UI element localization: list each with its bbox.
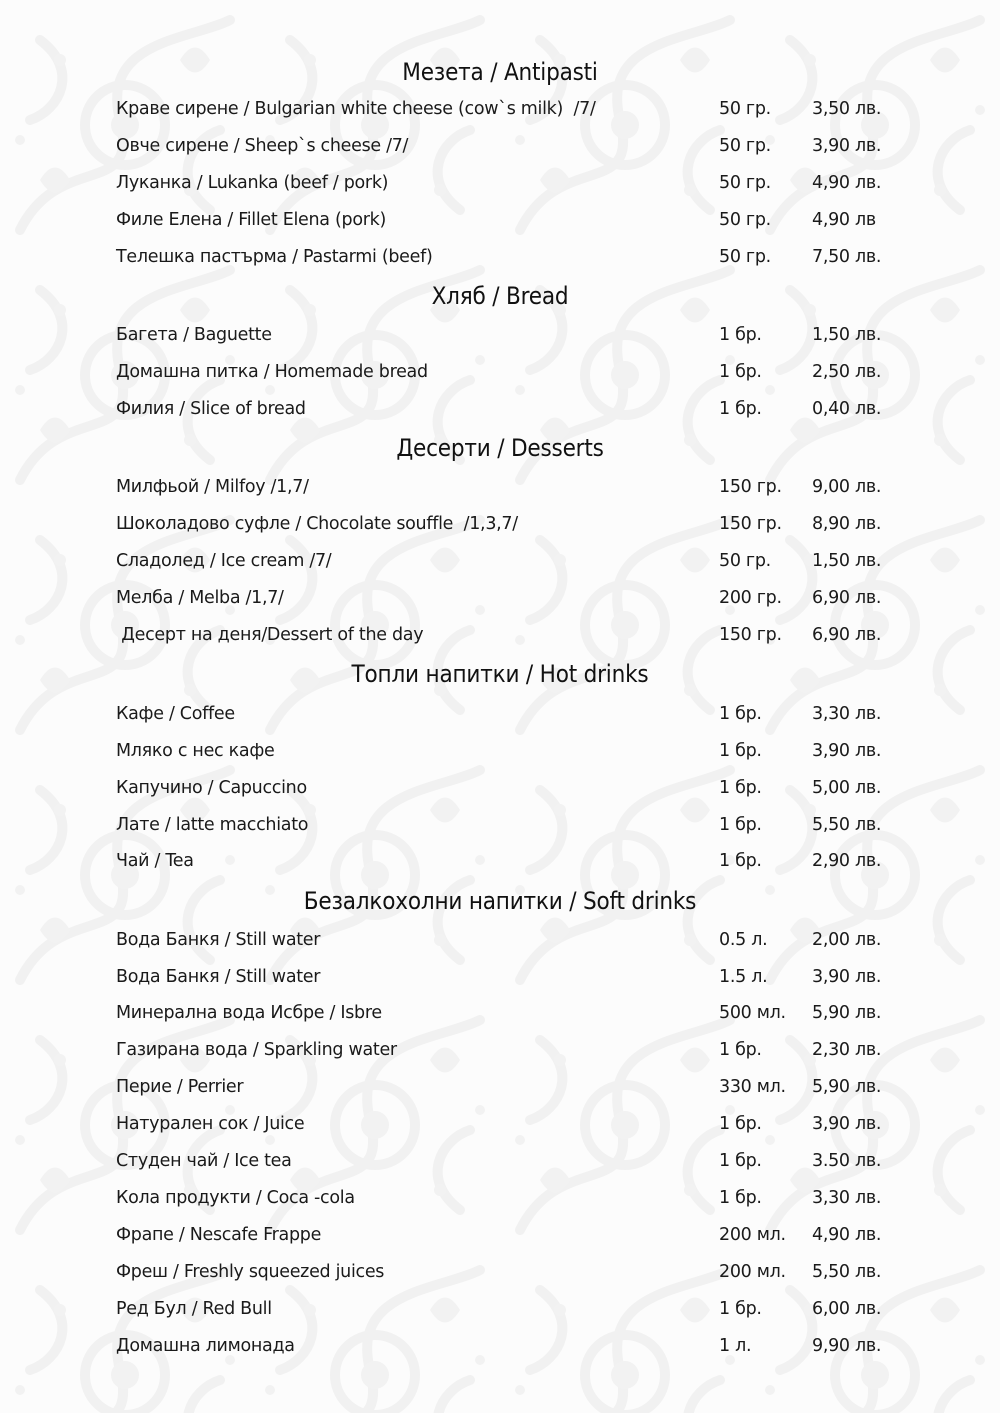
item-price: 3,90 лв. — [812, 741, 882, 761]
item-price: 9,00 лв. — [812, 477, 882, 497]
section-title: Хляб / Bread — [431, 282, 569, 310]
item-name: Капучино / Capuccino — [116, 778, 307, 798]
item-price: 4,90 лв — [812, 210, 876, 230]
item-quantity: 1.5 л. — [719, 967, 768, 987]
item-quantity: 1 бр. — [719, 1151, 762, 1171]
item-name: Милфьой / Milfoy /1,7/ — [116, 477, 309, 497]
menu-item — [0, 1220, 1000, 1250]
item-price: 5,00 лв. — [812, 778, 882, 798]
menu-item — [0, 546, 1000, 576]
item-name: Шоколадово суфле / Chocolate souffle /1,3,7/ — [116, 514, 518, 534]
item-quantity: 500 мл. — [719, 1003, 786, 1023]
menu-item — [0, 1294, 1000, 1324]
item-quantity: 50 гр. — [719, 136, 771, 156]
item-price: 6,90 лв. — [812, 625, 882, 645]
menu-item — [0, 509, 1000, 539]
menu-item — [0, 357, 1000, 387]
item-name: Студен чай / Ice tea — [116, 1151, 292, 1171]
item-price: 1,50 лв. — [812, 551, 882, 571]
item-quantity: 150 гр. — [719, 625, 782, 645]
item-quantity: 50 гр. — [719, 99, 771, 119]
item-name: Минерална вода Исбре / Isbre — [116, 1003, 382, 1023]
item-price: 3,90 лв. — [812, 1114, 882, 1134]
item-price: 5,90 лв. — [812, 1077, 882, 1097]
item-quantity: 330 мл. — [719, 1077, 786, 1097]
item-name: Овче сирене / Sheep`s cheese /7/ — [116, 136, 409, 156]
menu-item — [0, 620, 1000, 650]
item-quantity: 1 бр. — [719, 1040, 762, 1060]
item-name: Вода Банкя / Still water — [116, 967, 321, 987]
item-price: 5,90 лв. — [812, 1003, 882, 1023]
item-quantity: 50 гр. — [719, 173, 771, 193]
item-price: 2,50 лв. — [812, 362, 882, 382]
item-quantity: 1 бр. — [719, 362, 762, 382]
item-quantity: 200 мл. — [719, 1262, 786, 1282]
item-price: 3,30 лв. — [812, 1188, 882, 1208]
item-quantity: 0.5 л. — [719, 930, 768, 950]
item-name: Фреш / Freshly squeezed juices — [116, 1262, 385, 1282]
item-quantity: 200 мл. — [719, 1225, 786, 1245]
item-price: 4,90 лв. — [812, 173, 882, 193]
item-quantity: 1 бр. — [719, 851, 762, 871]
item-price: 8,90 лв. — [812, 514, 882, 534]
menu-item — [0, 242, 1000, 272]
item-price: 1,50 лв. — [812, 325, 882, 345]
menu-item — [0, 1146, 1000, 1176]
menu-item — [0, 736, 1000, 766]
item-name: Вода Банкя / Still water — [116, 930, 321, 950]
item-quantity: 1 бр. — [719, 741, 762, 761]
menu-item — [0, 846, 1000, 876]
menu-item — [0, 1257, 1000, 1287]
item-price: 5,50 лв. — [812, 815, 882, 835]
item-price: 3.50 лв. — [812, 1151, 882, 1171]
section-title: Безалкохолни напитки / Soft drinks — [303, 887, 697, 915]
section-title: Мезета / Antipasti — [402, 58, 598, 86]
menu-item — [0, 94, 1000, 124]
item-name: Фрапе / Nescafe Frappe — [116, 1225, 322, 1245]
menu-item — [0, 168, 1000, 198]
item-quantity: 1 бр. — [719, 815, 762, 835]
menu-item — [0, 394, 1000, 424]
item-name: Телешка пастърма / Pastarmi (beef) — [116, 247, 433, 267]
item-price: 6,00 лв. — [812, 1299, 882, 1319]
item-quantity: 1 бр. — [719, 704, 762, 724]
menu-item — [0, 962, 1000, 992]
item-price: 6,90 лв. — [812, 588, 882, 608]
item-name: Лате / latte macchiato — [116, 815, 309, 835]
item-quantity: 50 гр. — [719, 210, 771, 230]
item-quantity: 200 гр. — [719, 588, 782, 608]
section-title: Топли напитки / Hot drinks — [351, 660, 649, 688]
item-name: Филе Елена / Fillet Elena (pork) — [116, 210, 386, 230]
item-name: Мляко с нес кафе — [116, 741, 275, 761]
menu-item — [0, 1072, 1000, 1102]
item-price: 2,90 лв. — [812, 851, 882, 871]
item-name: Сладолед / Ice cream /7/ — [116, 551, 332, 571]
item-price: 5,50 лв. — [812, 1262, 882, 1282]
item-quantity: 150 гр. — [719, 514, 782, 534]
item-quantity: 1 бр. — [719, 1114, 762, 1134]
item-price: 9,90 лв. — [812, 1336, 882, 1356]
item-quantity: 150 гр. — [719, 477, 782, 497]
item-name: Натурален сок / Juice — [116, 1114, 305, 1134]
item-quantity: 1 бр. — [719, 1299, 762, 1319]
item-name: Перие / Perrier — [116, 1077, 244, 1097]
item-price: 2,30 лв. — [812, 1040, 882, 1060]
item-name: Кафе / Coffee — [116, 704, 235, 724]
item-quantity: 1 бр. — [719, 399, 762, 419]
item-price: 2,00 лв. — [812, 930, 882, 950]
item-price: 0,40 лв. — [812, 399, 882, 419]
item-name: Домашна питка / Homemade bread — [116, 362, 428, 382]
item-name: Багета / Baguette — [116, 325, 272, 345]
item-quantity: 1 л. — [719, 1336, 752, 1356]
item-name: Кола продукти / Coca -cola — [116, 1188, 355, 1208]
item-quantity: 1 бр. — [719, 778, 762, 798]
item-name: Ред Бул / Red Bull — [116, 1299, 272, 1319]
menu-item — [0, 1183, 1000, 1213]
section-title: Десерти / Desserts — [396, 434, 604, 462]
item-quantity: 50 гр. — [719, 247, 771, 267]
menu-item — [0, 320, 1000, 350]
item-quantity: 1 бр. — [719, 325, 762, 345]
item-price: 3,30 лв. — [812, 704, 882, 724]
menu-item — [0, 583, 1000, 613]
menu-item — [0, 472, 1000, 502]
item-price: 4,90 лв. — [812, 1225, 882, 1245]
item-name: Краве сирене / Bulgarian white cheese (cow`s milk) /7/ — [116, 99, 596, 119]
item-name: Газирана вода / Sparkling water — [116, 1040, 397, 1060]
menu-item — [0, 925, 1000, 955]
item-name: Чай / Tea — [116, 851, 194, 871]
item-price: 3,90 лв. — [812, 136, 882, 156]
menu-item — [0, 810, 1000, 840]
menu-item — [0, 205, 1000, 235]
menu-item — [0, 699, 1000, 729]
menu-item — [0, 131, 1000, 161]
item-price: 3,90 лв. — [812, 967, 882, 987]
menu-item — [0, 1035, 1000, 1065]
item-name: Мелба / Melba /1,7/ — [116, 588, 284, 608]
item-quantity: 50 гр. — [719, 551, 771, 571]
item-price: 3,50 лв. — [812, 99, 882, 119]
menu-item — [0, 773, 1000, 803]
menu-item — [0, 1331, 1000, 1361]
menu-item — [0, 998, 1000, 1028]
item-price: 7,50 лв. — [812, 247, 882, 267]
item-quantity: 1 бр. — [719, 1188, 762, 1208]
item-name: Филия / Slice of bread — [116, 399, 306, 419]
menu-item — [0, 1109, 1000, 1139]
item-name: Домашна лимонада — [116, 1336, 295, 1356]
item-name: Луканка / Lukanka (beef / pork) — [116, 173, 389, 193]
item-name: Десерт на деня/Dessert of the day — [116, 625, 424, 645]
